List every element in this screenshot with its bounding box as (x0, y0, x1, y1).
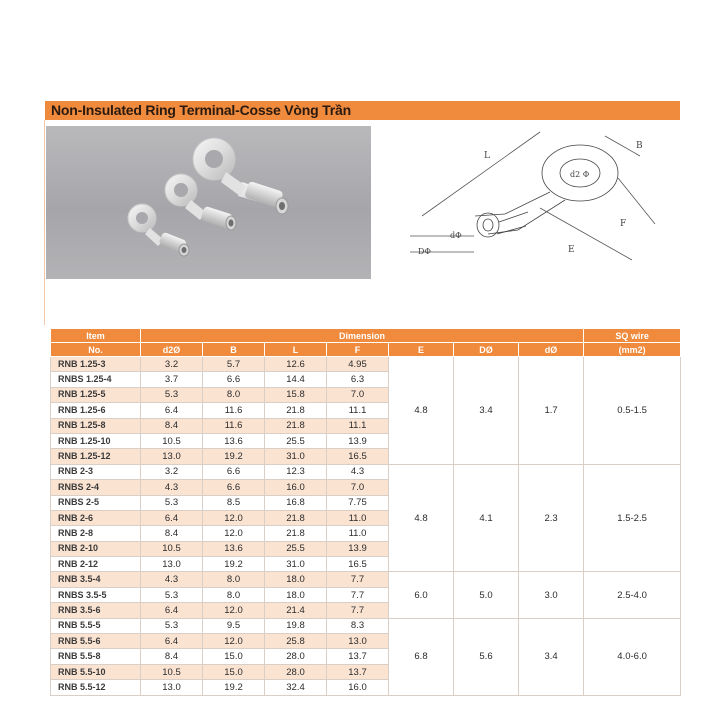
value-d2: 10.5 (141, 664, 203, 679)
value-F: 13.0 (327, 634, 389, 649)
item-number: RNB 5.5-6 (51, 634, 141, 649)
value-F: 13.9 (327, 541, 389, 556)
value-d2: 10.5 (141, 541, 203, 556)
value-B: 19.2 (203, 557, 265, 572)
value-L: 28.0 (265, 649, 327, 664)
value-d2: 5.3 (141, 587, 203, 602)
label-D: DΦ (418, 247, 431, 256)
item-number: RNB 1.25-12 (51, 449, 141, 464)
value-d2: 8.4 (141, 526, 203, 541)
value-L: 21.8 (265, 526, 327, 541)
value-E: 6.0 (389, 572, 454, 618)
value-d2: 6.4 (141, 403, 203, 418)
value-B: 11.6 (203, 418, 265, 433)
value-F: 8.3 (327, 618, 389, 633)
value-L: 16.8 (265, 495, 327, 510)
value-B: 11.6 (203, 403, 265, 418)
product-photo (46, 126, 371, 279)
value-d2: 3.2 (141, 357, 203, 372)
label-d: dΦ (450, 231, 462, 240)
item-number: RNB 2-3 (51, 464, 141, 479)
value-d2: 8.4 (141, 418, 203, 433)
table-row (51, 618, 681, 633)
header-col-B: B (203, 343, 265, 357)
value-d2: 13.0 (141, 557, 203, 572)
value-d2: 6.4 (141, 510, 203, 525)
value-F: 13.9 (327, 433, 389, 448)
value-B: 12.0 (203, 603, 265, 618)
table-row (51, 464, 681, 479)
value-L: 12.3 (265, 464, 327, 479)
value-d2: 6.4 (141, 603, 203, 618)
item-number: RNB 1.25-10 (51, 433, 141, 448)
value-B: 12.0 (203, 634, 265, 649)
value-B: 15.0 (203, 649, 265, 664)
ring-terminals-illustration (46, 126, 371, 279)
value-F: 6.3 (327, 372, 389, 387)
item-number: RNB 5.5-8 (51, 649, 141, 664)
spec-table (50, 328, 681, 696)
value-F: 7.75 (327, 495, 389, 510)
item-number: RNBS 1.25-4 (51, 372, 141, 387)
value-F: 13.7 (327, 664, 389, 679)
value-F: 11.0 (327, 526, 389, 541)
value-F: 11.1 (327, 418, 389, 433)
item-number: RNB 5.5-5 (51, 618, 141, 633)
large-ring-terminal (193, 138, 288, 214)
item-number: RNBS 2-5 (51, 495, 141, 510)
value-L: 14.4 (265, 372, 327, 387)
value-d: 1.7 (519, 357, 584, 465)
item-number: RNB 2-12 (51, 557, 141, 572)
header-col-D: DØ (454, 343, 519, 357)
header-col-L: L (265, 343, 327, 357)
value-L: 25.5 (265, 433, 327, 448)
value-B: 19.2 (203, 449, 265, 464)
value-B: 6.6 (203, 464, 265, 479)
value-d: 3.4 (519, 618, 584, 695)
value-B: 15.0 (203, 664, 265, 679)
value-sq-wire: 0.5-1.5 (584, 357, 681, 465)
header-dimension: Dimension (141, 329, 584, 343)
value-B: 6.6 (203, 480, 265, 495)
value-B: 6.6 (203, 372, 265, 387)
item-number: RNB 3.5-4 (51, 572, 141, 587)
value-F: 7.7 (327, 587, 389, 602)
value-B: 8.5 (203, 495, 265, 510)
header-col-d: dØ (519, 343, 584, 357)
value-d: 3.0 (519, 572, 584, 618)
value-B: 13.6 (203, 541, 265, 556)
value-F: 7.0 (327, 480, 389, 495)
value-B: 12.0 (203, 526, 265, 541)
value-F: 11.1 (327, 403, 389, 418)
item-number: RNB 2-10 (51, 541, 141, 556)
value-F: 13.7 (327, 649, 389, 664)
dimension-diagram (400, 126, 680, 276)
header-sq-unit: (mm2) (584, 343, 681, 357)
item-number: RNB 2-6 (51, 510, 141, 525)
value-E: 6.8 (389, 618, 454, 695)
value-F: 11.0 (327, 510, 389, 525)
left-divider (44, 120, 45, 325)
value-B: 5.7 (203, 357, 265, 372)
value-F: 4.95 (327, 357, 389, 372)
value-L: 25.8 (265, 634, 327, 649)
terminal-outline (475, 145, 618, 237)
value-d2: 13.0 (141, 449, 203, 464)
label-F: F (620, 219, 627, 229)
header-col-F: F (327, 343, 389, 357)
item-number: RNB 5.5-10 (51, 664, 141, 679)
dimension-lines (410, 132, 655, 260)
value-F: 7.0 (327, 387, 389, 402)
value-B: 12.0 (203, 510, 265, 525)
value-d: 2.3 (519, 464, 584, 572)
value-L: 18.0 (265, 572, 327, 587)
value-F: 7.7 (327, 603, 389, 618)
value-d2: 10.5 (141, 433, 203, 448)
value-sq-wire: 2.5-4.0 (584, 572, 681, 618)
value-L: 31.0 (265, 557, 327, 572)
label-E: E (568, 245, 575, 255)
value-D: 3.4 (454, 357, 519, 465)
value-D: 4.1 (454, 464, 519, 572)
value-B: 9.5 (203, 618, 265, 633)
value-L: 32.4 (265, 680, 327, 695)
value-L: 21.8 (265, 403, 327, 418)
header-sq-wire: SQ wire (584, 329, 681, 343)
item-number: RNB 1.25-5 (51, 387, 141, 402)
table-row (51, 572, 681, 587)
value-B: 8.0 (203, 572, 265, 587)
item-number: RNB 2-8 (51, 526, 141, 541)
item-number: RNB 1.25-3 (51, 357, 141, 372)
value-L: 28.0 (265, 664, 327, 679)
item-number: RNB 5.5-12 (51, 680, 141, 695)
value-d2: 3.7 (141, 372, 203, 387)
value-L: 18.0 (265, 587, 327, 602)
value-E: 4.8 (389, 464, 454, 572)
header-item-no: No. (51, 343, 141, 357)
value-d2: 4.3 (141, 480, 203, 495)
value-L: 12.6 (265, 357, 327, 372)
value-d2: 3.2 (141, 464, 203, 479)
page-title: Non-Insulated Ring Terminal-Cosse Vòng Trần (45, 101, 680, 120)
item-number: RNBS 3.5-5 (51, 587, 141, 602)
value-d2: 13.0 (141, 680, 203, 695)
header-col-E: E (389, 343, 454, 357)
header-item: Item (51, 329, 141, 343)
value-d2: 6.4 (141, 634, 203, 649)
label-B: B (636, 141, 643, 151)
label-L: L (484, 151, 490, 161)
item-number: RNB 1.25-6 (51, 403, 141, 418)
value-d2: 5.3 (141, 387, 203, 402)
item-number: RNB 1.25-8 (51, 418, 141, 433)
value-F: 4.3 (327, 464, 389, 479)
value-d2: 5.3 (141, 495, 203, 510)
value-d2: 8.4 (141, 649, 203, 664)
value-L: 16.0 (265, 480, 327, 495)
label-d2: d2 Φ (570, 170, 590, 179)
value-L: 21.4 (265, 603, 327, 618)
small-ring-terminal (128, 204, 189, 256)
value-L: 31.0 (265, 449, 327, 464)
value-F: 7.7 (327, 572, 389, 587)
value-B: 8.0 (203, 587, 265, 602)
value-L: 19.8 (265, 618, 327, 633)
value-B: 8.0 (203, 387, 265, 402)
value-E: 4.8 (389, 357, 454, 465)
value-d2: 5.3 (141, 618, 203, 633)
value-L: 21.8 (265, 510, 327, 525)
item-number: RNB 3.5-6 (51, 603, 141, 618)
value-B: 19.2 (203, 680, 265, 695)
value-F: 16.0 (327, 680, 389, 695)
value-F: 16.5 (327, 557, 389, 572)
table-row (51, 357, 681, 372)
value-D: 5.0 (454, 572, 519, 618)
value-L: 25.5 (265, 541, 327, 556)
value-sq-wire: 4.0-6.0 (584, 618, 681, 695)
value-d2: 4.3 (141, 572, 203, 587)
value-D: 5.6 (454, 618, 519, 695)
value-L: 15.8 (265, 387, 327, 402)
value-B: 13.6 (203, 433, 265, 448)
value-L: 21.8 (265, 418, 327, 433)
header-col-d2: d2Ø (141, 343, 203, 357)
value-sq-wire: 1.5-2.5 (584, 464, 681, 572)
item-number: RNBS 2-4 (51, 480, 141, 495)
value-F: 16.5 (327, 449, 389, 464)
